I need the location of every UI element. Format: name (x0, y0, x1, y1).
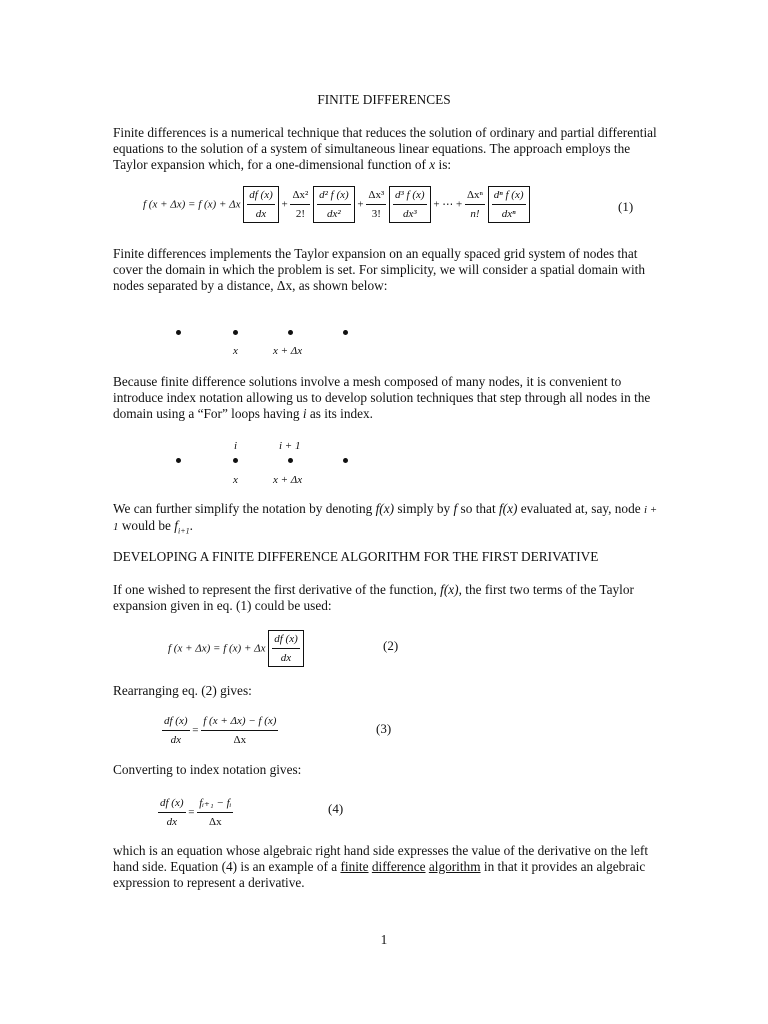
grid-node (288, 330, 293, 335)
conclusion-paragraph: which is an equation whose algebraic right hand side expresses the value of the derivative on the left hand side. Equation (4) is an example of a finite difference algorithm in that it provides an algebraic expression to represent a derivative. (113, 843, 649, 890)
bracket-term-1: $\frac{df (x)}{dx}$ (268, 630, 304, 667)
grid-node (233, 330, 238, 335)
grid-paragraph: Finite differences implements the Taylor expansion on an equally spaced grid system of nodes that cover the domain in which the problem is set. For simplicity, we will consider a spatial domain with nodes separated by a distance, Δx, as shown below: (113, 246, 646, 293)
equation-3: $\frac{df (x)}{dx}$ = $\frac{f (x + \Delta x) - f (x)}{\Delta x}$ (164, 715, 277, 746)
page-title: FINITE DIFFERENCES (317, 92, 451, 107)
bracket-term-2: $\frac{\text{d² f (x)}}{\text{dx²}}$ (313, 186, 355, 223)
node-label-x: x (233, 345, 238, 357)
first-derivative-paragraph: If one wished to represent the first derivative of the function, f(x), the first two terms of the Taylor expansion given in eq. (1) could be used: (113, 582, 634, 613)
equation-2-number: (2) (383, 638, 399, 653)
node-label-i: i (234, 440, 238, 452)
grid-node (176, 330, 181, 335)
bracket-term-n: $\frac{\text{dⁿ f (x)}}{\text{dxⁿ}}$ (488, 186, 530, 223)
notation-paragraph: We can further simplify the notation by denoting f(x) simply by f so that f(x) evaluated at, say, node i + 1 would be $f_{i+1}$. (113, 501, 658, 536)
grid-node (288, 458, 293, 463)
index-paragraph: Because finite difference solutions involve a mesh composed of many nodes, it is convenient to introduce index notation allowing us to develop solution techniques that step through all nodes in the domain using a “For” loops having i as its index. (113, 374, 651, 421)
bracket-term-1: $\frac{df (x)}{dx}$ (243, 186, 279, 223)
node-label-x-plus-dx: x + Δx (273, 345, 303, 357)
equation-4: $\frac{df (x)}{dx}$ = $\frac{\text{fᵢ₊₁ − fᵢ}}{\Delta x}$ (160, 797, 232, 828)
grid-node (233, 458, 238, 463)
grid-node (343, 330, 348, 335)
equation-4-number: (4) (328, 801, 344, 816)
node-label-x: x (233, 474, 238, 486)
node-label-x-plus-dx: x + Δx (273, 474, 303, 486)
intro-paragraph: Finite differences is a numerical technique that reduces the solution of ordinary and partial differential equations to the solution of a system of simultaneous linear equations. The approach employs the Taylor expansion which, for a one-dimensional function of x is: (113, 125, 657, 172)
page-number: 1 (380, 932, 388, 947)
grid-node (176, 458, 181, 463)
equation-3-number: (3) (376, 721, 392, 736)
node-label-i-plus-1: i + 1 (279, 440, 301, 452)
equation-1: f (x + Δx) = f (x) + Δx $\frac{df (x)}{dx}$ + $\frac{\text{Δx²}}{2!}$ $\frac{\text{d² f (x)}}{\text{dx²}}$ + $\frac{\text{Δx³}}{3!}$ $\frac{\text{d³ f (x)}}{\text{dx³}}$ + ⋯ + $\frac{\text{Δxⁿ}}{n!}$ $\frac{\text{dⁿ f (x)}}{\text{dxⁿ}}$ (143, 186, 653, 223)
rearrange-paragraph: Rearranging eq. (2) gives: (113, 683, 252, 698)
index-conversion-paragraph: Converting to index notation gives: (113, 762, 302, 777)
equation-1-number: (1) (618, 199, 634, 214)
equation-2: f (x + Δx) = f (x) + Δx $\frac{df (x)}{dx}$ (168, 630, 304, 667)
bracket-term-3: $\frac{\text{d³ f (x)}}{\text{dx³}}$ (389, 186, 431, 223)
section-heading: DEVELOPING A FINITE DIFFERENCE ALGORITHM FOR THE FIRST DERIVATIVE (113, 549, 599, 564)
grid-node (343, 458, 348, 463)
